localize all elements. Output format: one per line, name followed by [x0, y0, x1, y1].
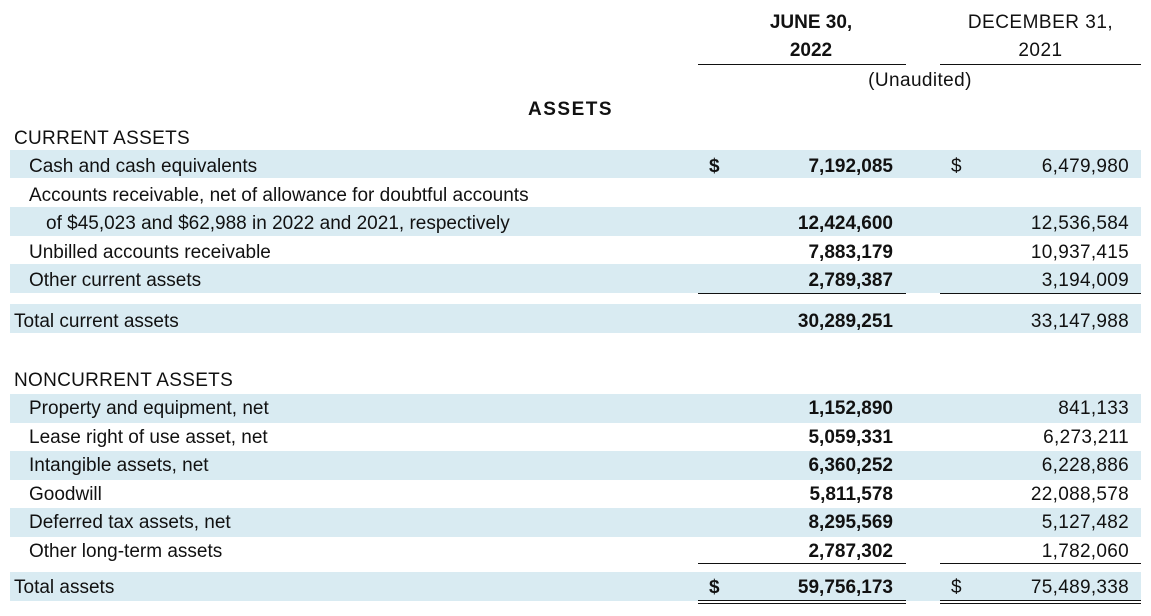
value-2022-goodwill: 5,811,578 — [809, 484, 893, 505]
row-label-lease-right-of-use: Lease right of use asset, net — [29, 427, 268, 448]
section-noncurrent-assets: NONCURRENT ASSETS — [14, 370, 234, 391]
value-2021-cash: 6,479,980 — [1041, 156, 1129, 177]
value-2022-property-equipment: 1,152,890 — [808, 398, 893, 419]
row-band — [10, 572, 1141, 601]
subtotal-rule-2021 — [940, 293, 1141, 294]
value-2022-lease-right-of-use: 5,059,331 — [808, 427, 893, 448]
row-label-accounts-receivable-line2: of $45,023 and $62,988 in 2022 and 2021, respectively — [46, 213, 510, 234]
row-label-accounts-receivable: Accounts receivable, net of allowance for doubtful accounts — [29, 185, 529, 206]
value-2021-deferred-tax-assets: 5,127,482 — [1041, 512, 1129, 533]
unaudited-note: (Unaudited) — [868, 70, 972, 91]
value-2021-accounts-receivable: 12,536,584 — [1030, 213, 1129, 234]
row-band — [10, 304, 1141, 333]
value-2021-goodwill: 22,088,578 — [1030, 484, 1129, 505]
row-label-intangible-assets: Intangible assets, net — [29, 455, 209, 476]
col-2021-heading — [940, 9, 1141, 65]
col-2022-heading-line2: 2022 — [789, 40, 833, 61]
double-rule-2021-a — [940, 600, 1141, 601]
col-2022-heading-rule — [698, 64, 906, 65]
row-label-goodwill: Goodwill — [29, 484, 102, 505]
subtotal-rule-2022 — [698, 293, 906, 294]
value-2021-total-assets: 75,489,338 — [1030, 577, 1129, 598]
total-rule-2021 — [940, 563, 1141, 564]
double-rule-2022-b — [698, 603, 906, 604]
value-2021-other-long-term-assets: 1,782,060 — [1041, 541, 1129, 562]
value-2021-intangible-assets: 6,228,886 — [1041, 455, 1129, 476]
double-rule-2021-b — [940, 603, 1141, 604]
dollar-sign-2022: $ — [709, 156, 720, 177]
double-rule-2022-a — [698, 600, 906, 601]
value-2021-other-current-assets: 3,194,009 — [1041, 270, 1129, 291]
col-2022-heading-line1: JUNE 30, — [769, 12, 853, 33]
dollar-sign-2021: $ — [951, 156, 962, 177]
value-2022-unbilled-receivable: 7,883,179 — [808, 242, 893, 263]
value-2022-deferred-tax-assets: 8,295,569 — [808, 512, 893, 533]
value-2022-cash: 7,192,085 — [808, 156, 893, 177]
row-label-other-current-assets: Other current assets — [29, 270, 202, 291]
value-2022-total-assets: 59,756,173 — [797, 577, 893, 598]
row-label-cash: Cash and cash equivalents — [29, 156, 258, 177]
dollar-sign-2022-total: $ — [709, 577, 720, 598]
row-label-total-assets: Total assets — [14, 577, 115, 598]
value-2022-intangible-assets: 6,360,252 — [808, 455, 893, 476]
col-2022-heading — [698, 9, 924, 65]
dollar-sign-2021-total: $ — [951, 577, 962, 598]
total-rule-2022 — [698, 563, 906, 564]
col-2021-heading-line2: 2021 — [1018, 40, 1063, 61]
value-2022-total-current-assets: 30,289,251 — [797, 311, 893, 332]
value-2022-other-current-assets: 2,789,387 — [808, 270, 893, 291]
row-label-unbilled-receivable: Unbilled accounts receivable — [29, 242, 271, 263]
row-label-deferred-tax-assets: Deferred tax assets, net — [29, 512, 231, 533]
col-2021-heading-line1: DECEMBER 31, — [967, 12, 1114, 33]
value-2021-lease-right-of-use: 6,273,211 — [1043, 427, 1129, 448]
value-2022-other-long-term-assets: 2,787,302 — [808, 541, 893, 562]
value-2021-property-equipment: 841,133 — [1058, 398, 1129, 419]
value-2022-accounts-receivable: 12,424,600 — [797, 213, 893, 234]
col-2021-heading-rule — [940, 64, 1141, 65]
section-current-assets: CURRENT ASSETS — [14, 128, 190, 149]
row-label-total-current-assets: Total current assets — [14, 311, 179, 332]
row-label-other-long-term-assets: Other long-term assets — [29, 541, 223, 562]
assets-title: ASSETS — [528, 99, 614, 120]
row-label-property-equipment: Property and equipment, net — [29, 398, 269, 419]
value-2021-total-current-assets: 33,147,988 — [1030, 311, 1129, 332]
value-2021-unbilled-receivable: 10,937,415 — [1030, 242, 1129, 263]
